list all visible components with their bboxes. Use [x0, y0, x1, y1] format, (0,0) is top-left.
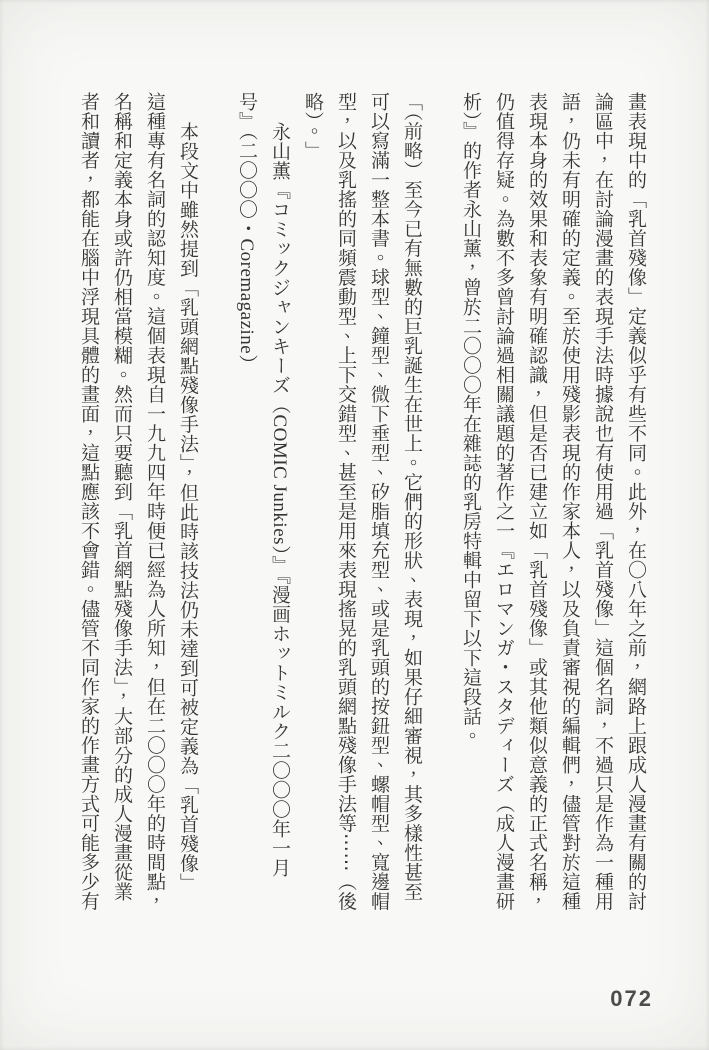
- text-column: 表現本身的效果和表象有明確認識，但是否已建立如「乳首殘像」或其他類似意義的正式名稱，: [526, 92, 547, 911]
- vertical-text-block: [75, 92, 655, 911]
- text-column: 語，仍未有明確的定義。至於使用殘影表現的作家本人，以及負責審視的編輯們，儘管對於這種: [559, 92, 580, 911]
- text-column: 畫表現中的「乳首殘像」定義似乎有些不同。此外，在〇八年之前，網路上跟成人漫畫有關的討: [625, 92, 646, 911]
- text-column: 本段文中雖然提到「乳頭網點殘像手法」，但此時該技法仍未達到可被定義為「乳首殘像」: [177, 122, 198, 893]
- paragraph-body: [75, 92, 207, 911]
- text-column: 仍值得存疑。為數不多曾討論過相關議題的著作之一『エロマンガ・スタディーズ（成人漫畫研: [493, 92, 514, 911]
- text-column: 析）』的作者永山薰，曾於二〇〇〇年在雜誌的乳房特輯中留下以下這段話。: [460, 92, 481, 746]
- text-column: 型，以及乳搖的同頻震動型、上下交錯型、甚至是用來表現搖晃的乳頭網點殘像手法等⋯⋯（後: [335, 92, 356, 911]
- paragraph-citation: [233, 92, 299, 892]
- text-column: 可以寫滿一整本書。球型、鐘型、微下垂型、矽脂填充型、或是乳頭的按鈕型、螺帽型、寬邊帽: [368, 92, 389, 911]
- text-column: 略）。」: [302, 92, 323, 161]
- text-column: 這種專有名詞的認知度。這個表現自一九九四年時便已經為人所知，但在二〇〇〇年的時間點，: [144, 92, 165, 911]
- text-column: 名稱和定義本身或許仍相當模糊。然而只要聽到「乳首網點殘像手法」，大部分的成人漫畫從業: [111, 92, 132, 902]
- page-number: 072: [610, 986, 653, 1011]
- text-column: 号』（二〇〇〇・Coremagazine）: [236, 92, 257, 374]
- paragraph-body: [457, 92, 655, 911]
- text-column: 「（前略）至今已有無數的巨乳誕生在世上。它們的形狀、表現，如果仔細審視，其多樣性甚至: [401, 92, 422, 902]
- text-column: 永山薫『コミックジャンキーズ（COMIC Junkies）』『漫画ホットミルク二〇〇〇年一月: [269, 122, 290, 878]
- text-column: 者和讀者，都能在腦中浮現具體的畫面，這點應該不會錯。儘管不同作家的作畫方式可能多少有: [78, 92, 99, 911]
- text-column: 論區中，在討論漫畫的表現手法時據說也有使用過「乳首殘像」這個名詞，不過只是作為一種用: [592, 92, 613, 911]
- paragraph-quote: [299, 92, 431, 911]
